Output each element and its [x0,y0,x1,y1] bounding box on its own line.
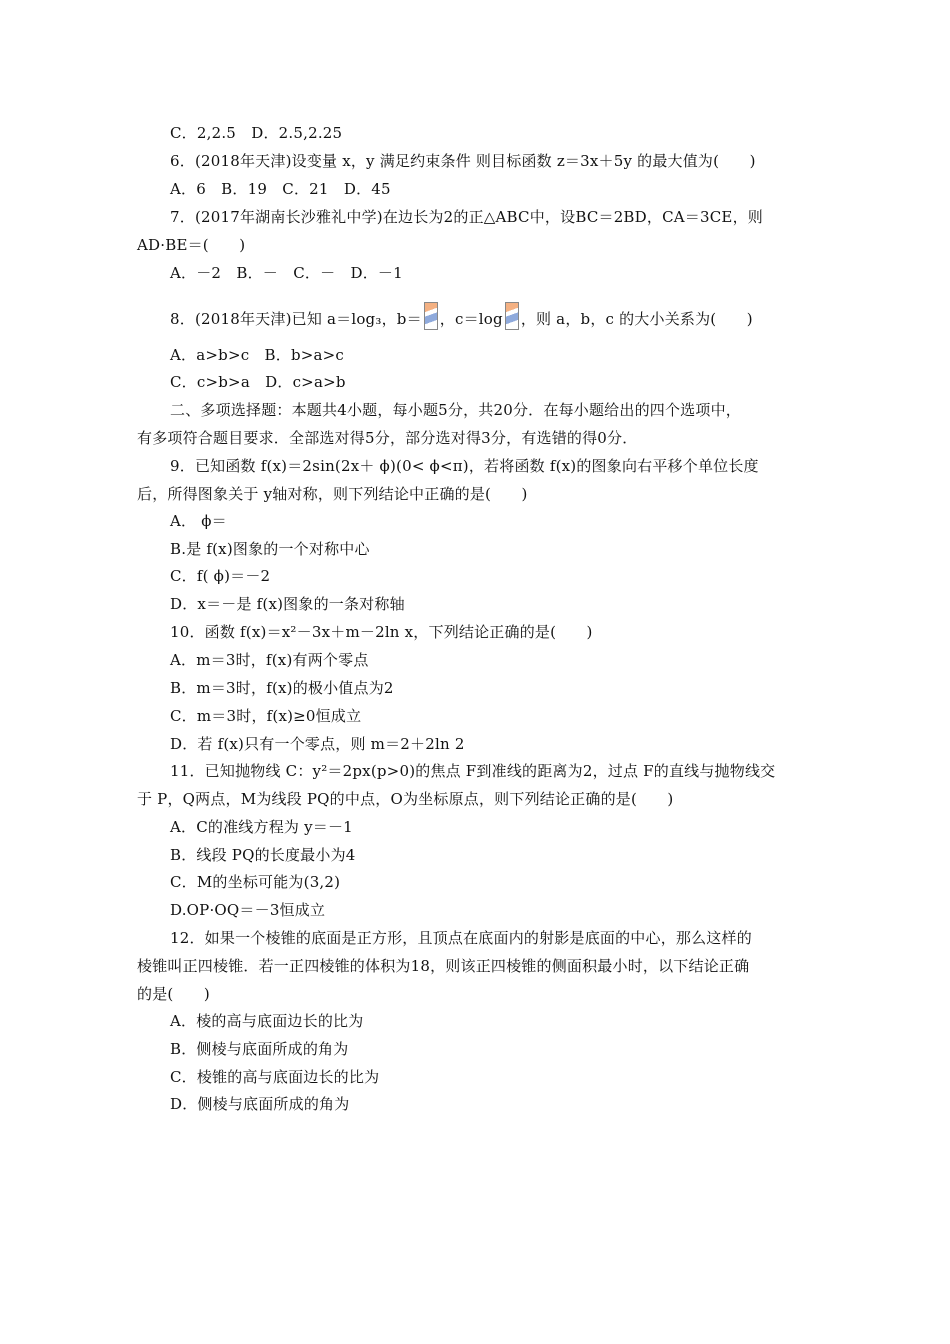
q12-option-d: D．侧棱与底面所成的角为 [170,1095,350,1113]
q10-option-d: D．若 f(x)只有一个零点，则 m＝2＋2ln 2 [170,735,465,753]
q8-options-ab: A．a>b>c B．b>a>c [170,346,345,364]
q6-options: A．6 B．19 C．21 D．45 [170,180,391,198]
question-12-cont-1: 棱锥叫正四棱锥．若一正四棱锥的体积为18，则该正四棱锥的侧面积最小时，以下结论正确 [137,957,750,975]
section-2-heading-cont: 有多项符合题目要求．全部选对得5分，部分选对得3分，有选错的得0分． [137,429,638,447]
q11-option-a: A．C的准线方程为 y＝－1 [170,818,353,836]
q5-options-cd: C．2,2.5 D．2.5,2.25 [170,124,343,142]
question-12-cont-2: 的是( ) [137,985,210,1003]
q10-option-b: B．m＝3时，f(x)的极小值点为2 [170,679,394,697]
q8-options-cd: C．c>b>a D．c>a>b [170,373,346,391]
q9-option-d: D．x＝－是 f(x)图象的一条对称轴 [170,595,405,613]
question-7: 7．(2017年湖南长沙雅礼中学)在边长为2的正△ABC中，设BC＝2BD，CA＝3CE，则 [170,208,763,226]
q12-option-c: C．棱锥的高与底面边长的比为 [170,1068,380,1086]
q10-option-c: C．m＝3时，f(x)≥0恒成立 [170,707,362,725]
q9-option-a: A． ϕ＝ [170,512,227,530]
question-8-part-a: 8．(2018年天津)已知 a＝log₃，b＝ [170,310,422,328]
q9-option-b: B.是 f(x)图象的一个对称中心 [170,540,370,558]
question-8 [170,302,753,330]
question-7-cont: AD·BE＝( ) [137,236,246,254]
formula-image [424,302,438,330]
q12-option-b: B．侧棱与底面所成的角为 [170,1040,349,1058]
q10-option-a: A．m＝3时，f(x)有两个零点 [170,651,369,669]
question-8-part-b: ，c＝log [439,310,503,328]
q11-option-c: C．M的坐标可能为(3,2) [170,873,341,891]
question-12: 12．如果一个棱锥的底面是正方形，且顶点在底面内的射影是底面的中心，那么这样的 [170,929,752,947]
q9-option-c: C．f( ϕ)＝－2 [170,567,271,585]
section-2-heading: 二、多项选择题：本题共4小题，每小题5分，共20分．在每小题给出的四个选项中， [170,401,741,419]
question-6: 6．(2018年天津)设变量 x，y 满足约束条件 则目标函数 z＝3x＋5y 的最大值为( ) [170,152,756,170]
question-10: 10．函数 f(x)＝x²－3x＋m－2ln x，下列结论正确的是( ) [170,623,593,641]
q11-option-d: D.OP·OQ＝－3恒成立 [170,901,326,919]
q11-option-b: B．线段 PQ的长度最小为4 [170,846,356,864]
q7-options: A．－2 B．－ C．－ D．－1 [170,264,403,282]
formula-image [505,302,519,330]
question-9: 9．已知函数 f(x)＝2sin(2x＋ ϕ)(0< ϕ<π)，若将函数 f(x)的图象向右平移个单位长度 [170,457,759,475]
question-11: 11．已知抛物线 C：y²＝2px(p>0)的焦点 F到准线的距离为2，过点 F的直线与抛物线交 [170,762,776,780]
question-11-cont: 于 P，Q两点，M为线段 PQ的中点，O为坐标原点，则下列结论正确的是( ) [137,790,674,808]
question-9-cont: 后，所得图象关于 y轴对称，则下列结论中正确的是( ) [137,485,528,503]
question-8-part-c: ，则 a，b，c 的大小关系为( ) [520,310,753,328]
q12-option-a: A．棱的高与底面边长的比为 [170,1012,364,1030]
